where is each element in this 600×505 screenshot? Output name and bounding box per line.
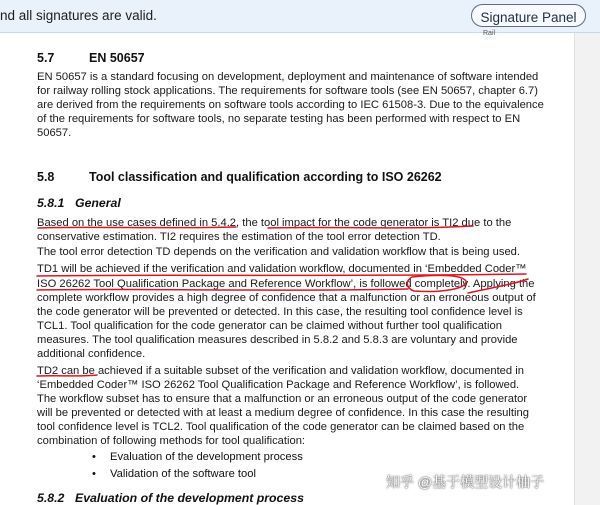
bullet-item: • Evaluation of the development process: [92, 451, 303, 463]
section-5-7-line: are derived from the requirements on software tools according to IEC 61508-3. Due to the equivalence: [37, 99, 544, 111]
section-5-8-1-line: conservative estimation. TI2 requires the estimation of the tool error detection TD.: [37, 231, 441, 243]
section-5-7-line: EN 50657 is a standard focusing on development, deployment and maintenance of software intended: [37, 71, 539, 83]
bullet-dot: •: [92, 451, 96, 463]
section-5-8-1-line: ISO 26262 Tool Qualification Package and Reference Workflow’, is followed completely. Applying the: [37, 278, 535, 290]
section-5-8-1-line: combination of following methods for tool qualification:: [37, 435, 306, 447]
signature-status-message: nd all signatures are valid.: [0, 8, 157, 23]
bullet-dot: •: [92, 468, 96, 480]
bullet-item: • Validation of the software tool: [92, 468, 256, 480]
vertical-scrollbar[interactable]: [574, 33, 600, 505]
section-5-7-heading: 5.7 EN 50657: [37, 51, 145, 65]
section-5-8-1-heading: 5.8.1 General: [37, 196, 121, 210]
section-5-8-1-line: tool confidence level is TCL2. Tool qualification of the code generator can be claimed based on the: [37, 421, 525, 433]
section-5-8-1-line: ‘Embedded Coder™ ISO 26262 Tool Qualification Package and Reference Workflow’, is followed.: [37, 379, 520, 391]
section-5-8-1-line: the code generator will be prevented or detected. In this case, the resulting tool confidence level is: [37, 306, 523, 318]
section-5-8-1-line: TD1 will be achieved if the verification and validation workflow, documented in ‘Embedded Coder™: [37, 263, 527, 275]
section-5-8-heading: 5.8 Tool classification and qualification according to ISO 26262: [37, 170, 442, 184]
section-5-8-2-heading: 5.8.2 Evaluation of the development process: [37, 491, 304, 505]
section-5-8-1-line: The tool error detection TD depends on the verification and validation workflow that is being used.: [37, 246, 521, 258]
section-5-7-line: for railway rolling stock applications. The requirements for software tools (see EN 50657, chapter 6.7): [37, 85, 538, 97]
section-5-8-1-line: TCL1. Tool qualification for the code generator can be claimed without further tool qualification: [37, 320, 502, 332]
section-5-8-1-line: TD2 can be achieved if a suitable subset of the verification and validation workflow, documented in: [37, 365, 524, 377]
section-5-8-1-line: will be prevented or detected with at least a medium degree of confidence. In this case the resulting: [37, 407, 529, 419]
section-5-7-line: 50657.: [37, 127, 72, 139]
signature-panel-button[interactable]: Signature Panel: [471, 4, 586, 27]
section-5-8-1-line: complete workflow provides a high degree of confidence that a malfunction or an erroneous output of: [37, 292, 536, 304]
section-5-8-1-line: additional confidence.: [37, 348, 146, 360]
watermark-text: 知乎 @基于模型设计柚子: [386, 474, 545, 490]
section-5-8-1-line: Based on the use cases defined in 5.4.2, the tool impact for the code generator is TI2 due to the: [37, 217, 512, 229]
page-header-text: Rail: [483, 30, 496, 37]
section-5-7-line: of the requirements for software tools, no separate testing has been performed with respect to EN: [37, 113, 521, 125]
section-5-8-1-line: measures. The tool qualification measures described in 5.8.2 and 5.8.3 are voluntary and provide: [37, 334, 518, 346]
section-5-8-1-line: The workflow subset has to ensure that a malfunction or an erroneous output of the code generator: [37, 393, 528, 405]
signature-bar: [0, 0, 600, 33]
